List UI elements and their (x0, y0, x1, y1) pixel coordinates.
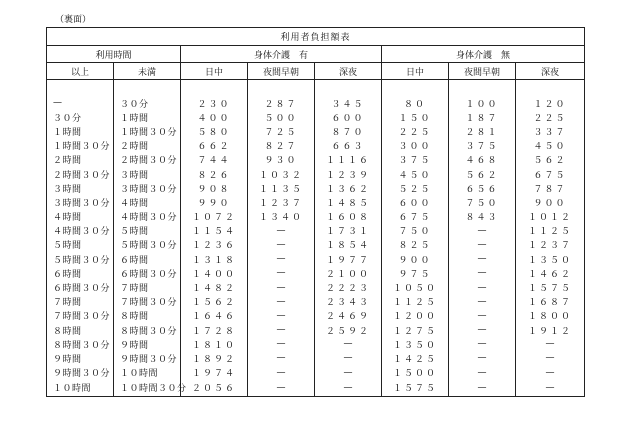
amount-cell: １１５４ (181, 224, 248, 238)
amount-cell: ６７５ (516, 167, 585, 181)
amount-cell: — (449, 351, 516, 365)
amount-cell: — (248, 309, 315, 323)
col-header-day-without: 日中 (382, 63, 449, 80)
amount-cell: １２００ (382, 309, 449, 323)
amount-cell: １４８５ (315, 195, 382, 209)
amount-cell: ４５０ (382, 167, 449, 181)
time-to-cell: １時間 (114, 110, 181, 124)
amount-cell: ２３４３ (315, 295, 382, 309)
amount-cell: — (516, 366, 585, 380)
amount-cell: ３００ (382, 139, 449, 153)
amount-cell: — (248, 366, 315, 380)
amount-cell: １５７５ (516, 280, 585, 294)
amount-cell: ８２５ (382, 238, 449, 252)
table-row (47, 380, 585, 397)
amount-cell: １２３７ (248, 195, 315, 209)
amount-cell: ９０８ (181, 181, 248, 195)
time-to-cell: ５時間 (114, 224, 181, 238)
amount-cell: — (516, 351, 585, 365)
amount-cell: ３７５ (449, 139, 516, 153)
amount-cell: ６６３ (315, 139, 382, 153)
time-from-cell: １時間 (47, 124, 114, 138)
amount-cell: — (449, 366, 516, 380)
col-header-night-with: 深夜 (315, 63, 382, 80)
amount-cell: １５００ (382, 366, 449, 380)
amount-cell: ８４３ (449, 210, 516, 224)
amount-cell: １８５４ (315, 238, 382, 252)
amount-cell: ７５０ (449, 195, 516, 209)
amount-cell: ９７５ (382, 266, 449, 280)
amount-cell: １００ (449, 96, 516, 110)
amount-cell: １５６２ (181, 295, 248, 309)
amount-cell: ８２６ (181, 167, 248, 181)
amount-cell: ３７５ (382, 153, 449, 167)
amount-cell: ９３０ (248, 153, 315, 167)
amount-cell: １３５０ (516, 252, 585, 266)
amount-cell: ５００ (248, 110, 315, 124)
amount-cell: １２３７ (516, 238, 585, 252)
table-row (47, 224, 585, 238)
time-from-cell: １時間３０分 (47, 139, 114, 153)
amount-cell: １１１６ (315, 153, 382, 167)
amount-cell: ５２５ (382, 181, 449, 195)
amount-cell: ９００ (516, 195, 585, 209)
amount-cell: — (248, 238, 315, 252)
amount-cell: ２３０ (181, 96, 248, 110)
column-header-row (47, 63, 585, 80)
time-to-cell: ６時間３０分 (114, 266, 181, 280)
side-label: （裏面） (55, 15, 92, 25)
amount-cell: ４００ (181, 110, 248, 124)
time-to-cell: ９時間 (114, 337, 181, 351)
amount-cell: — (248, 224, 315, 238)
amount-cell: １８７ (449, 110, 516, 124)
amount-cell: １２７５ (382, 323, 449, 337)
amount-cell: ２１００ (315, 266, 382, 280)
amount-cell: ８０ (382, 96, 449, 110)
amount-cell: １３４０ (248, 210, 315, 224)
amount-cell: １０７２ (181, 210, 248, 224)
time-to-cell: １時間３０分 (114, 124, 181, 138)
time-to-cell: ９時間３０分 (114, 351, 181, 365)
amount-cell: ２２５ (382, 124, 449, 138)
table-row (47, 167, 585, 181)
time-from-cell: ６時間 (47, 266, 114, 280)
amount-cell: ９００ (382, 252, 449, 266)
group-header-row (47, 46, 585, 63)
col-header-day-with: 日中 (181, 63, 248, 80)
amount-cell: ７４４ (181, 153, 248, 167)
amount-cell: １３６２ (315, 181, 382, 195)
time-to-cell: ３時間 (114, 167, 181, 181)
amount-cell: ６００ (315, 110, 382, 124)
amount-cell: — (248, 252, 315, 266)
group-header-without-care: 身体介護 無 (382, 46, 585, 63)
table-row (47, 351, 585, 365)
amount-cell: １２３９ (315, 167, 382, 181)
time-to-cell: ３０分 (114, 96, 181, 110)
time-from-cell: ５時間 (47, 238, 114, 252)
time-to-cell: ５時間３０分 (114, 238, 181, 252)
time-to-cell: ２時間３０分 (114, 153, 181, 167)
amount-cell: — (449, 266, 516, 280)
table-row (47, 323, 585, 337)
amount-cell: ７５０ (382, 224, 449, 238)
amount-cell: １７３１ (315, 224, 382, 238)
time-from-cell: １０時間 (47, 380, 114, 397)
amount-cell: — (449, 224, 516, 238)
table-row (47, 252, 585, 266)
time-from-cell: ４時間 (47, 210, 114, 224)
time-to-cell: ２時間 (114, 139, 181, 153)
time-from-cell: ３時間 (47, 181, 114, 195)
amount-cell: — (449, 252, 516, 266)
time-from-cell: ８時間３０分 (47, 337, 114, 351)
amount-cell: １２０ (516, 96, 585, 110)
amount-cell: — (449, 238, 516, 252)
amount-cell: — (315, 380, 382, 397)
time-to-cell: ８時間３０分 (114, 323, 181, 337)
amount-cell: １９７４ (181, 366, 248, 380)
time-to-cell: ６時間 (114, 252, 181, 266)
amount-cell: １９７７ (315, 252, 382, 266)
amount-cell: １４００ (181, 266, 248, 280)
amount-cell: — (315, 337, 382, 351)
time-from-cell: ３時間３０分 (47, 195, 114, 209)
amount-cell: ２２５ (516, 110, 585, 124)
time-to-cell: １０時間 (114, 366, 181, 380)
amount-cell: — (248, 323, 315, 337)
time-from-cell: ８時間 (47, 323, 114, 337)
amount-cell: １１３５ (248, 181, 315, 195)
time-from-cell: ５時間３０分 (47, 252, 114, 266)
table-row (47, 195, 585, 209)
amount-cell: １０５０ (382, 280, 449, 294)
col-header-early-without: 夜間早朝 (449, 63, 516, 80)
table-row (47, 153, 585, 167)
amount-cell: — (449, 323, 516, 337)
amount-cell: ２５９２ (315, 323, 382, 337)
amount-cell: １１２５ (516, 224, 585, 238)
amount-cell: — (248, 266, 315, 280)
time-from-cell: ２時間 (47, 153, 114, 167)
amount-cell: — (315, 366, 382, 380)
amount-cell: １４８２ (181, 280, 248, 294)
amount-cell: — (516, 337, 585, 351)
time-to-cell: ７時間 (114, 280, 181, 294)
amount-cell: — (248, 280, 315, 294)
amount-cell: — (248, 337, 315, 351)
amount-cell: １６４６ (181, 309, 248, 323)
amount-cell: １６８７ (516, 295, 585, 309)
amount-cell: １０３２ (248, 167, 315, 181)
amount-cell: — (248, 295, 315, 309)
table-row (47, 266, 585, 280)
amount-cell: １８９２ (181, 351, 248, 365)
title-row (47, 28, 585, 46)
table-row (47, 238, 585, 252)
amount-cell: ６００ (382, 195, 449, 209)
amount-cell: — (449, 380, 516, 397)
table-row (47, 96, 585, 110)
amount-cell: ２０５６ (181, 380, 248, 397)
amount-cell: — (449, 337, 516, 351)
amount-cell: ８７０ (315, 124, 382, 138)
amount-cell: １６０８ (315, 210, 382, 224)
time-to-cell: １０時間３０分 (114, 380, 181, 397)
time-from-cell: ２時間３０分 (47, 167, 114, 181)
amount-cell: ３４５ (315, 96, 382, 110)
amount-cell: ５８０ (181, 124, 248, 138)
time-from-cell: ６時間３０分 (47, 280, 114, 294)
time-from-cell: ９時間３０分 (47, 366, 114, 380)
amount-cell: ５６２ (449, 167, 516, 181)
amount-cell: ４６８ (449, 153, 516, 167)
amount-cell: ２８１ (449, 124, 516, 138)
time-to-cell: ７時間３０分 (114, 295, 181, 309)
amount-cell: １４６２ (516, 266, 585, 280)
time-to-cell: ３時間３０分 (114, 181, 181, 195)
table-title: 利用者負担額表 (47, 28, 585, 46)
time-from-cell: — (47, 96, 114, 110)
time-to-cell: ８時間 (114, 309, 181, 323)
table-row (47, 139, 585, 153)
table-row (47, 210, 585, 224)
spacer-row (47, 80, 585, 97)
amount-cell: — (516, 380, 585, 397)
time-from-cell: ４時間３０分 (47, 224, 114, 238)
amount-cell: １５０ (382, 110, 449, 124)
table-row (47, 366, 585, 380)
amount-cell: — (248, 351, 315, 365)
amount-cell: １８００ (516, 309, 585, 323)
amount-cell: １９１２ (516, 323, 585, 337)
amount-cell: １０１２ (516, 210, 585, 224)
time-from-cell: ７時間 (47, 295, 114, 309)
amount-cell: １１２５ (382, 295, 449, 309)
amount-cell: １３５０ (382, 337, 449, 351)
amount-cell: １５７５ (382, 380, 449, 397)
amount-cell: ２８７ (248, 96, 315, 110)
group-header-time: 利用時間 (47, 46, 181, 63)
amount-cell: ６６２ (181, 139, 248, 153)
table-row (47, 337, 585, 351)
col-header-to: 未満 (114, 63, 181, 80)
time-to-cell: ４時間 (114, 195, 181, 209)
col-header-night-without: 深夜 (516, 63, 585, 80)
amount-cell: — (449, 309, 516, 323)
amount-cell: １２３６ (181, 238, 248, 252)
amount-cell: ８２７ (248, 139, 315, 153)
amount-cell: １３１８ (181, 252, 248, 266)
group-header-with-care: 身体介護 有 (181, 46, 382, 63)
col-header-from: 以上 (47, 63, 114, 80)
amount-cell: — (315, 351, 382, 365)
time-from-cell: ９時間 (47, 351, 114, 365)
amount-cell: — (248, 380, 315, 397)
table-row (47, 309, 585, 323)
amount-cell: １８１０ (181, 337, 248, 351)
fee-table (46, 27, 585, 397)
amount-cell: １７２８ (181, 323, 248, 337)
time-from-cell: ３０分 (47, 110, 114, 124)
table-row (47, 295, 585, 309)
amount-cell: — (449, 280, 516, 294)
amount-cell: ６７５ (382, 210, 449, 224)
table-row (47, 124, 585, 138)
amount-cell: ９９０ (181, 195, 248, 209)
col-header-early-with: 夜間早朝 (248, 63, 315, 80)
amount-cell: ７２５ (248, 124, 315, 138)
amount-cell: — (449, 295, 516, 309)
amount-cell: ２４６９ (315, 309, 382, 323)
amount-cell: ３３７ (516, 124, 585, 138)
time-to-cell: ４時間３０分 (114, 210, 181, 224)
amount-cell: ７８７ (516, 181, 585, 195)
amount-cell: ６５６ (449, 181, 516, 195)
table-row (47, 110, 585, 124)
table-row (47, 280, 585, 294)
amount-cell: ４５０ (516, 139, 585, 153)
time-from-cell: ７時間３０分 (47, 309, 114, 323)
amount-cell: ２２２３ (315, 280, 382, 294)
amount-cell: ５６２ (516, 153, 585, 167)
amount-cell: １４２５ (382, 351, 449, 365)
table-row (47, 181, 585, 195)
